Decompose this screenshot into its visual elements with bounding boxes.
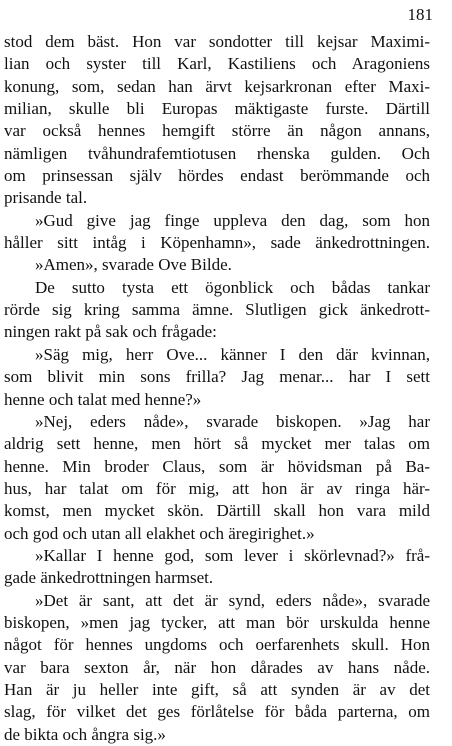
text-line: nämligen tvåhundrafemtiotusen rhenska gulden. Och	[4, 143, 430, 163]
text-line: milian, skulle bli Europas mäktigaste furste. Därtill	[4, 99, 430, 119]
text-line: »Säg mig, herr Ove... känner I den där kvinnan,	[35, 344, 430, 364]
text-line: håller sitt intåg i Köpenhamn», sade änkedrottningen.	[4, 233, 430, 253]
text-line: de bikta och ångra sig.»	[4, 724, 166, 744]
text-line: lian och syster till Karl, Kastiliens och Aragoniens	[4, 54, 430, 74]
text-line: De sutto tysta ett ögonblick och bådas tankar	[35, 277, 430, 297]
page-number: 181	[407, 5, 433, 24]
text-line: prisande tal.	[4, 188, 88, 208]
text-line: konung, som, sedan han ärvt kejsarkronan efter Maxi-	[4, 76, 430, 96]
text-line: biskopen, »men jag tycker, att man bör urskulda henne	[4, 612, 430, 632]
text-line: »Kallar I henne god, som lever i skörlevnad?» frå-	[35, 545, 430, 565]
text-line: »Gud give jag finge uppleva den dag, som hon	[35, 210, 430, 230]
text-line: henne. Min broder Claus, som är hövidsman på Ba-	[4, 456, 430, 476]
text-line: stod dem bäst. Hon var sondotter till kejsar Maximi-	[4, 32, 430, 51]
text-line: något för hennes ungdoms och oerfarenhets skull. Hon	[4, 635, 430, 655]
text-line: komst, men mycket skön. Därtill skall hon vara mild	[4, 501, 430, 521]
text-line: var också hennes hemgift större än någon annans,	[4, 121, 430, 141]
body-text	[4, 31, 430, 746]
text-line: rörde sig kring samma ämne. Slutligen gick änkedrott-	[4, 300, 430, 320]
text-line: hus, har talat om för mig, att hon är av ringa här-	[4, 478, 430, 498]
text-line: slag, för vilket det ges förlåtelse för båda parterna, om	[4, 702, 430, 722]
text-line: var bara sexton år, när hon dårades av hans nåde.	[4, 657, 430, 677]
text-line: ningen rakt på sak och frågade:	[4, 322, 217, 342]
text-line: »Amen», svarade Ove Bilde.	[35, 255, 232, 275]
text-line: och god och utan all elakhet och äregirighet.»	[4, 523, 315, 543]
text-line: henne och talat med henne?»	[4, 389, 202, 409]
text-line: Han är ju heller inte gift, så att synden är av det	[4, 679, 430, 699]
text-line: »Det är sant, att det är synd, eders nåde», svarade	[35, 590, 430, 610]
text-line: »Nej, eders nåde», svarade biskopen. »Jag har	[35, 411, 430, 431]
text-line: om prinsessan själv hördes endast berömmande och	[4, 166, 430, 186]
text-line: som blivit min sons frilla? Jag menar... har I sett	[4, 367, 430, 387]
text-line: gade änkedrottningen harmset.	[4, 568, 214, 588]
text-line: aldrig sett henne, men hört så mycket mer talas om	[4, 434, 430, 454]
